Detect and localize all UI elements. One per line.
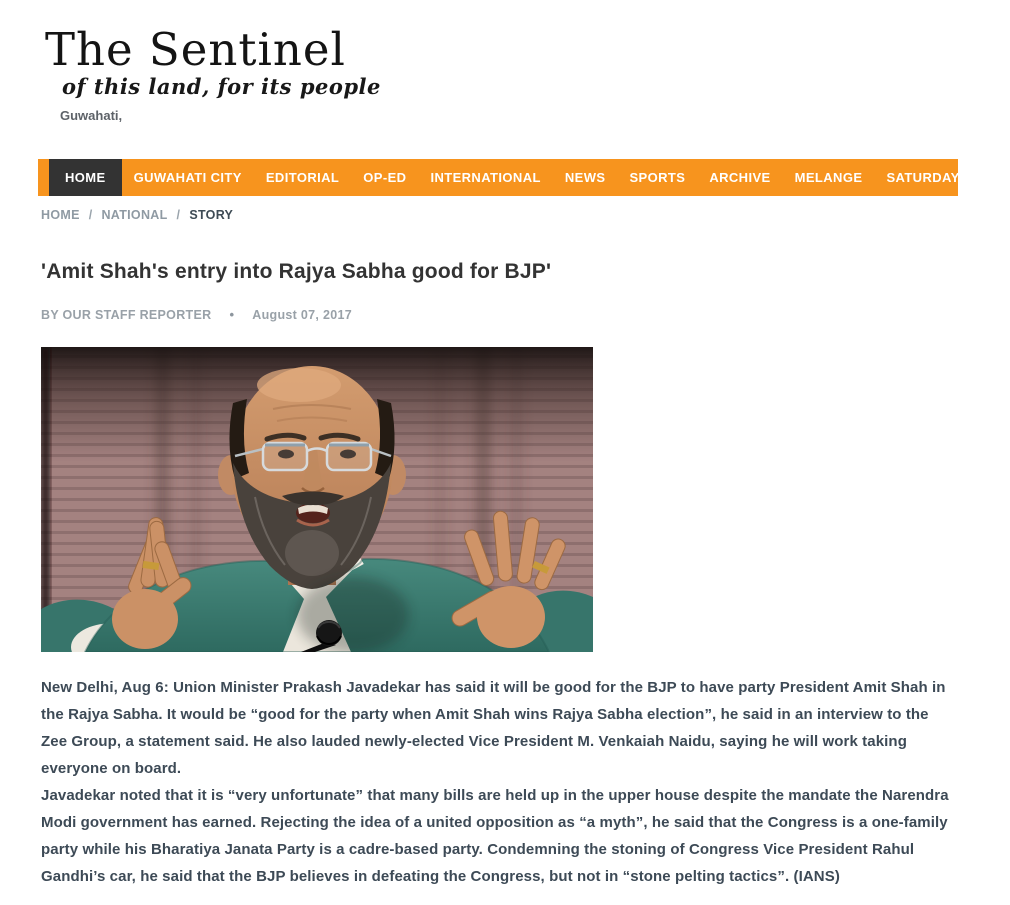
article-paragraph: Javadekar noted that it is “very unfortunate” that many bills are held up in the upper house despite the mandate the Narendra Modi government has earned. Rejecting the idea of a united opposition as “a myth”, he said that the Congress is a one-family party while his Bharatiya Janata Party is a cadre-based party. Condemning the stoning of Congress Vice President Rahul Gandhi’s car, he said that the BJP believes in defeating the Congress, but not in “stone pelting tactics”. (IANS): [41, 787, 949, 885]
nav-item-home[interactable]: HOME: [49, 159, 122, 196]
article-photo: [41, 347, 593, 652]
nav-item-op-ed[interactable]: OP-ED: [363, 170, 407, 185]
article-photo-illustration: [41, 347, 593, 652]
nav-item-news[interactable]: NEWS: [564, 170, 606, 185]
breadcrumb-separator: /: [176, 208, 181, 222]
byline: [41, 307, 1010, 322]
nav-item-international[interactable]: INTERNATIONAL: [430, 170, 541, 185]
breadcrumb: [41, 208, 1010, 223]
breadcrumb-home[interactable]: HOME: [41, 208, 80, 222]
nav-item-guwahati-city[interactable]: GUWAHATI CITY: [133, 170, 242, 185]
breadcrumb-national[interactable]: NATIONAL: [101, 208, 168, 222]
breadcrumb-separator: /: [88, 208, 93, 222]
site-logo[interactable]: The Sentinel: [45, 23, 346, 76]
article-date: August 07, 2017: [252, 307, 352, 322]
nav-item-saturday-fare[interactable]: SATURDAY FARE: [886, 170, 1000, 185]
nav-item-archive[interactable]: ARCHIVE: [709, 170, 771, 185]
nav-item-editorial[interactable]: EDITORIAL: [265, 170, 340, 185]
masthead: [0, 0, 1010, 123]
article: [0, 259, 1010, 890]
byline-author: BY OUR STAFF REPORTER: [41, 307, 212, 322]
article-body: [41, 674, 949, 890]
edition-location: Guwahati,: [60, 108, 123, 123]
article-title: 'Amit Shah's entry into Rajya Sabha good for BJP': [41, 260, 552, 283]
site-tagline: of this land, for its people: [62, 74, 381, 99]
article-paragraph: New Delhi, Aug 6: Union Minister Prakash Javadekar has said it will be good for the BJP to have party President Amit Shah in the Rajya Sabha. It would be “good for the party when Amit Shah wins Rajya Sabha election”, he said in an interview to the Zee Group, a statement said. He also lauded newly-elected Vice President M. Venkaiah Naidu, saying he will work taking everyone on board.: [41, 679, 946, 777]
nav-item-sports[interactable]: SPORTS: [629, 170, 686, 185]
main-nav: [38, 159, 1000, 196]
breadcrumb-story: STORY: [189, 208, 234, 222]
bullet-separator-icon: •: [229, 307, 235, 322]
nav-item-melange[interactable]: MELANGE: [794, 170, 863, 185]
